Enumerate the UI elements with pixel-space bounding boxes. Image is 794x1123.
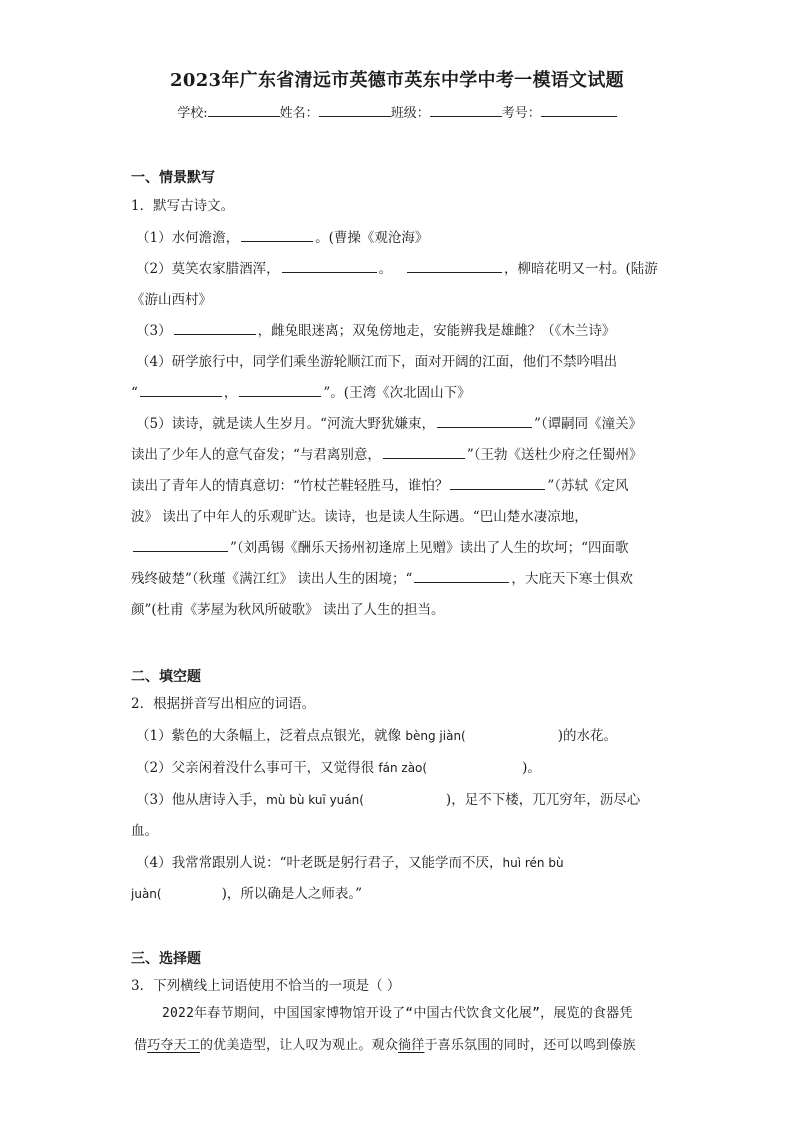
item-text: （2）父亲闲着没什么事可干，又觉得很	[136, 760, 375, 776]
item-text: （3）	[136, 323, 172, 339]
passage-text: 于喜乐氛围的同时，还可以鸣到傣族	[424, 1038, 636, 1053]
passage-line	[134, 1030, 674, 1062]
item-text: ”（刘禹锡《酬乐天扬州初逢席上见赠》读出了人生的坎坷；“四面歌	[230, 540, 629, 556]
question-stem: 2．根据拼音写出相应的词语。	[131, 696, 316, 712]
question-item	[136, 226, 428, 246]
item-text: 。(曹操《观沧海》	[315, 230, 429, 246]
item-text: ，	[223, 385, 238, 401]
question-item	[131, 567, 633, 587]
passage-text: 借	[134, 1038, 148, 1053]
item-text: 血。	[131, 823, 158, 839]
item-text: （2）莫笑农家腊酒浑，	[136, 261, 280, 277]
class-field[interactable]	[430, 103, 502, 117]
question-item	[136, 788, 640, 808]
item-text: （5）读诗，就是读人生岁月。“河流大野犹嫌束，	[136, 416, 435, 432]
item-text: ”（谭嗣同《潼关》	[534, 416, 643, 432]
pinyin: juàn(	[131, 887, 162, 901]
item-text: )。	[522, 760, 541, 776]
answer-blank[interactable]	[133, 537, 228, 552]
id-label: 考号：	[501, 106, 541, 121]
page-title: 2023年广东省清远市英德市英东中学中考一模语文试题	[170, 70, 624, 91]
item-text: )，所以确是人之师表。”	[221, 886, 363, 902]
passage-line: 2022年春节期间，中国国家博物馆开设了“中国古代饮食文化展”，展览的食器凭	[162, 1006, 633, 1021]
class-label: 班级：	[390, 106, 430, 121]
question-stem: 1．默写古诗文。	[131, 198, 235, 214]
underlined-term: 徜徉	[398, 1038, 425, 1053]
question-item	[136, 319, 615, 339]
section-heading: 二、填空题	[131, 669, 201, 685]
id-field[interactable]	[541, 103, 617, 117]
question-item	[136, 756, 541, 776]
item-text: ”。(王湾《次北固山下》	[323, 385, 471, 401]
item-text: 《游山西村》	[131, 292, 212, 308]
section-heading: 一、情景默写	[131, 170, 215, 186]
item-text: （3）他从唐诗入手，	[136, 792, 267, 808]
answer-blank[interactable]	[282, 258, 377, 273]
item-text: 残终破楚”（秋瑾《满江红》 读出人生的困境；“	[131, 571, 413, 587]
question-item	[131, 381, 471, 401]
item-text: )的水花。	[557, 728, 618, 744]
question-item	[136, 257, 658, 277]
pinyin: mù bù kuī yuán(	[266, 793, 364, 807]
name-field[interactable]	[319, 103, 391, 117]
pinyin: fán zào(	[378, 761, 428, 775]
question-item	[131, 882, 362, 902]
question-item	[131, 536, 629, 556]
underlined-term: 巧夺天工	[147, 1038, 201, 1053]
item-text: 波》 读出了中年人的乐观旷达。读诗，也是读人生际遇。“巴山楚水凄凉地，	[131, 509, 588, 525]
school-field[interactable]	[208, 103, 280, 117]
item-text: （4）我常常跟别人说：“叶老既是躬行君子，又能学而不厌，	[136, 855, 503, 871]
item-text: “	[131, 385, 138, 401]
answer-blank[interactable]	[241, 227, 313, 242]
item-text: ”（苏轼《定风	[547, 478, 629, 494]
question-item	[136, 412, 642, 432]
pinyin: bèng jiàn(	[405, 729, 466, 743]
question-item	[131, 443, 643, 463]
item-text: （1）紫色的大条幅上，泛着点点银光，就像	[136, 728, 402, 744]
item-text: 。	[378, 261, 393, 277]
question-stem: 3．下列横线上词语使用不恰当的一项是（ ）	[131, 978, 401, 994]
answer-blank[interactable]	[414, 568, 509, 583]
answer-blank[interactable]	[140, 382, 222, 397]
item-text: )，足不下楼，兀兀穷年，沥尽心	[445, 792, 641, 808]
answer-blank[interactable]	[407, 258, 502, 273]
item-text: 颜”(杜甫《茅屋为秋风所破歌》 读出了人生的担当。	[131, 602, 445, 618]
reading-passage	[134, 998, 674, 1062]
answer-blank[interactable]	[383, 444, 465, 459]
passage-text: 的优美造型，让人叹为观止。观众	[200, 1038, 399, 1053]
pinyin: huì rén bù	[502, 856, 564, 870]
school-label: 学校:	[177, 106, 208, 121]
answer-blank[interactable]	[437, 413, 532, 428]
answer-blank[interactable]	[239, 382, 321, 397]
item-text: ，雌兔眼迷离；双兔傍地走，安能辨我是雄雌？（《木兰诗》	[257, 323, 616, 339]
question-item	[136, 724, 617, 744]
answer-blank[interactable]	[174, 320, 256, 335]
item-text: 读出了青年人的情真意切：“竹杖芒鞋轻胜马，谁怕？	[131, 478, 449, 494]
item-text: （4）研学旅行中，同学们乘坐游轮顺江而下，面对开阔的江面，他们不禁吟唱出	[136, 354, 618, 370]
question-item	[131, 474, 629, 494]
section-heading: 三、选择题	[131, 951, 201, 967]
student-info-line	[0, 102, 794, 121]
item-text: ”（王勃《送杜少府之任蜀州》	[466, 447, 643, 463]
item-text: ，大庇天下寒士俱欢	[511, 571, 633, 587]
answer-blank[interactable]	[450, 475, 545, 490]
question-item	[136, 851, 564, 871]
item-text: ，柳暗花明又一村。(陆游	[503, 261, 658, 277]
name-label: 姓名：	[279, 106, 319, 121]
item-text: （1）水何澹澹，	[136, 230, 240, 246]
item-text: 读出了少年人的意气奋发；“与君离别意，	[131, 447, 381, 463]
